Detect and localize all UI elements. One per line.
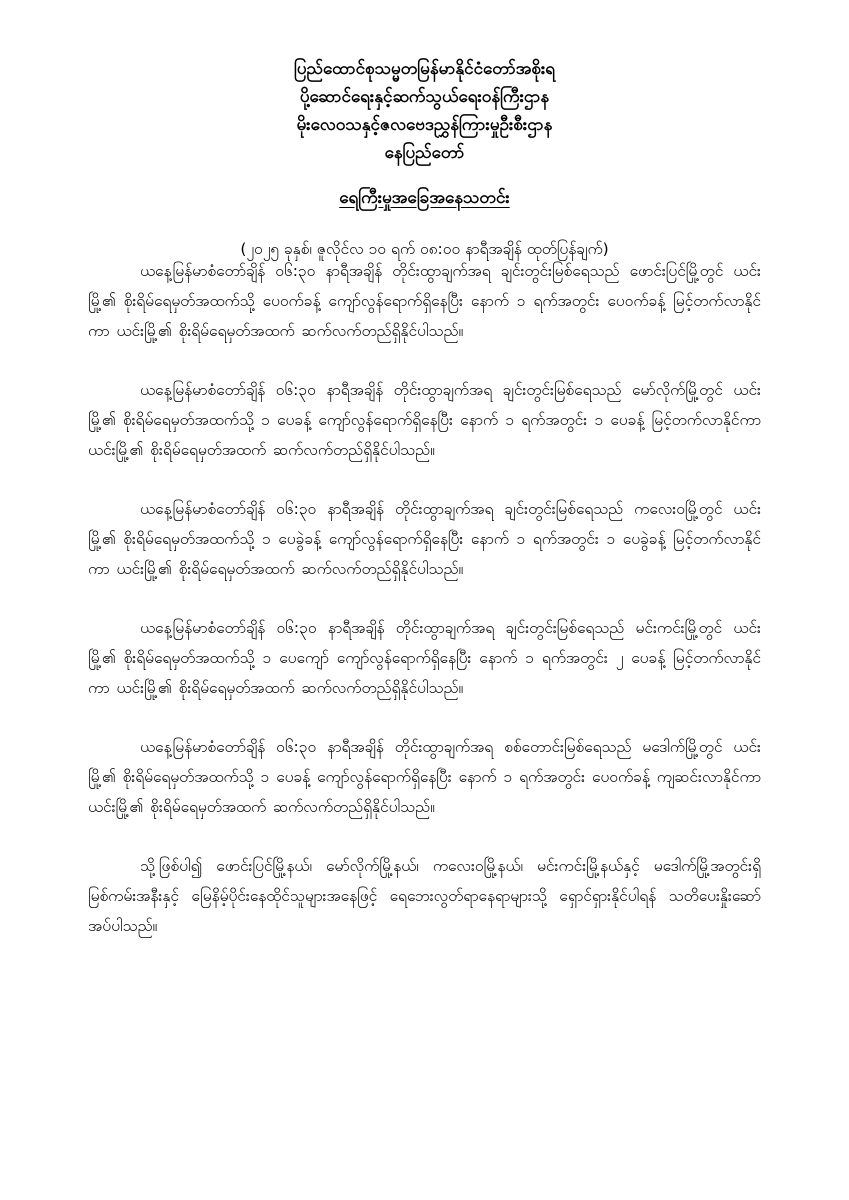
- paragraph-1: ယနေ့မြန်မာစံတော်ချိန် ၀၆:၃၀ နာရီအချိန် တိုင်းထွာချက်အရ ချင်းတွင်းမြစ်ရေသည် ဖောင်းပြင်မြို့တွင် ယင်းမြို့၏ စိုးရိမ်ရေမှတ်အထက်သို့ ပေ၀က်ခန့် ကျော်လွန်ရောက်ရှိနေပြီး နောက် ၁ ရက်အတွင်း ပေ၀က်ခန့် မြင့်တက်လာနိုင်ကာ ယင်းမြို့၏ စိုးရိမ်ရေမှတ်အထက် ဆက်လက်တည်ရှိနိုင်ပါသည်။: [88, 262, 761, 340]
- document-body: [88, 256, 761, 970]
- letterhead: [88, 55, 761, 167]
- paragraph-5: ယနေ့မြန်မာစံတော်ချိန် ၀၆:၃၀ နာရီအချိန် တိုင်းထွာချက်အရ စစ်တောင်းမြစ်ရေသည် မဒေါက်မြို့တွင် ယင်းမြို့၏ စိုးရိမ်ရေမှတ်အထက်သို့ ၁ ပေခန့် ကျော်လွန်ရောက်ရှိနေပြီး နောက် ၁ ရက်အတွင်း ပေ၀က်ခန့် ကျဆင်းလာနိုင်ကာ ယင်းမြို့၏ စိုးရိမ်ရေမှတ်အထက် ဆက်လက်တည်ရှိနိုင်ပါသည်။: [88, 738, 761, 816]
- document-title-text: ရေကြီးမှုအခြေအနေသတင်း: [339, 188, 510, 208]
- government-line: ပြည်ထောင်စုသမ္မတမြန်မာနိုင်ငံတော်အစိုးရ: [293, 59, 556, 79]
- paragraph-2: ယနေ့မြန်မာစံတော်ချိန် ၀၆:၃၀ နာရီအချိန် တိုင်းထွာချက်အရ ချင်းတွင်းမြစ်ရေသည် မော်လိုက်မြို့တွင် ယင်းမြို့၏ စိုးရိမ်ရေမှတ်အထက်သို့ ၁ ပေခန့် ကျော်လွန်ရောက်ရှိနေပြီး နောက် ၁ ရက်အတွင်း ၁ ပေခန့် မြင့်တက်လာနိုင်ကာ ယင်းမြို့၏ စိုးရိမ်ရေမှတ်အထက် ဆက်လက်တည်ရှိနိုင်ပါသည်။: [88, 381, 761, 459]
- paragraph-6: သို့ဖြစ်ပါ၍ ဖောင်းပြင်မြို့နယ်၊ မော်လိုက်မြို့နယ်၊ ကလေးဝမြို့နယ်၊ မင်းကင်းမြို့နယ်နှင့် မဒေါက်မြို့အတွင်းရှိ မြစ်ကမ်းအနီးနှင့် မြေနိမ့်ပိုင်းနေထိုင်သူများအနေဖြင့် ရေဘေးလွတ်ရာနေရာများသို့ ရှောင်ရှားနိုင်ပါရန် သတိပေးနှိုးဆော်အပ်ပါသည်။: [88, 857, 761, 935]
- department-line: မိုးလေဝသနှင့်ဇလဗေဒညွှန်ကြားမှုဦးစီးဌာန: [296, 115, 553, 135]
- ministry-line: ပို့ဆောင်ရေးနှင့်ဆက်သွယ်ရေးဝန်ကြီးဌာန: [299, 87, 550, 107]
- paragraph-4: ယနေ့မြန်မာစံတော်ချိန် ၀၆:၃၀ နာရီအချိန် တိုင်းထွာချက်အရ ချင်းတွင်းမြစ်ရေသည် မင်းကင်းမြို့တွင် ယင်းမြို့၏ စိုးရိမ်ရေမှတ်အထက်သို့ ၁ ပေကျော် ကျော်လွန်ရောက်ရှိနေပြီး နောက် ၁ ရက်အတွင်း ၂ ပေခန့် မြင့်တက်လာနိုင်ကာ ယင်းမြို့၏ စိုးရိမ်ရေမှတ်အထက် ဆက်လက်တည်ရှိနိုင်ပါသည်။: [88, 619, 761, 697]
- document-title: [88, 185, 761, 211]
- paragraph-3: ယနေ့မြန်မာစံတော်ချိန် ၀၆:၃၀ နာရီအချိန် တိုင်းထွာချက်အရ ချင်းတွင်းမြစ်ရေသည် ကလေးဝမြို့တွင် ယင်းမြို့၏ စိုးရိမ်ရေမှတ်အထက်သို့ ၁ ပေခွဲခန့် ကျော်လွန်ရောက်ရှိနေပြီး နောက် ၁ ရက်အတွင်း ၁ ပေခွဲခန့် မြင့်တက်လာနိုင်ကာ ယင်းမြို့၏ စိုးရိမ်ရေမှတ်အထက် ဆက်လက်တည်ရှိနိုင်ပါသည်။: [88, 500, 761, 578]
- release-date-line: (၂၀၂၅ ခုနှစ်၊ ဇူလိုင်လ ၁၀ ရက် ၀၈:၀၀ နာရီအချိန် ထုတ်ပြန်ချက်): [240, 240, 609, 258]
- city-line: နေပြည်တော်: [384, 143, 465, 163]
